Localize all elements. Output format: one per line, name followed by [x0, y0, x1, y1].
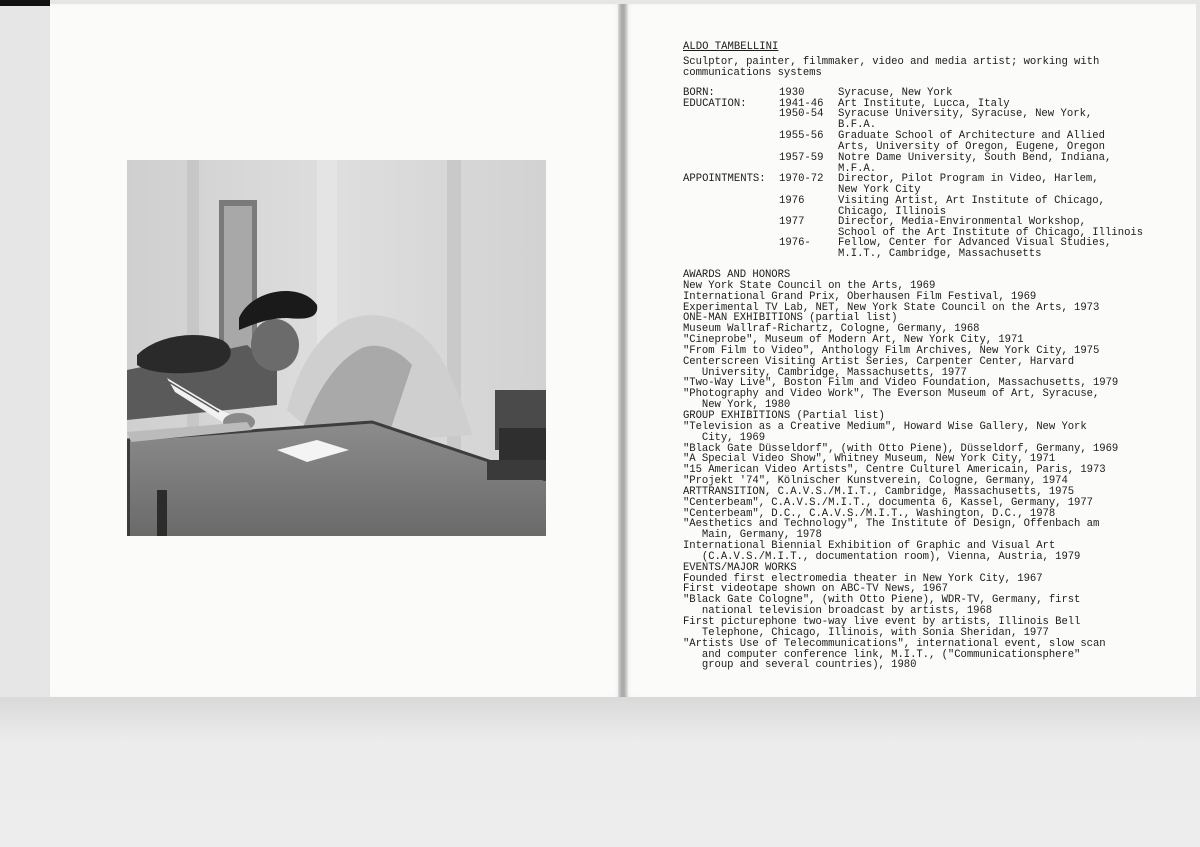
list-line: (C.A.V.S./M.I.T., documentation room), Vienna, Austria, 1979 [683, 550, 1081, 563]
artist-name: ALDO TAMBELLINI [683, 41, 779, 53]
career-desc: Syracuse, New York [838, 87, 953, 99]
list-line: Museum Wallraf-Richartz, Cologne, Germany, 1968 [683, 323, 980, 336]
list-line: EVENTS/MAJOR WORKS [683, 561, 797, 574]
scan-edge [0, 0, 50, 6]
list-line: ARTTRANSITION, C.A.V.S./M.I.T., Cambridge, Massachusetts, 1975 [683, 485, 1075, 498]
exhibition-list [683, 270, 1118, 671]
list-line: "Television as a Creative Medium", Howard Wise Gallery, New York [683, 420, 1087, 433]
career-year: 1957-59 [779, 152, 824, 164]
list-line: First videotape shown on ABC-TV News, 1967 [683, 583, 948, 596]
list-line: "Centerbeam", D.C., C.A.V.S./M.I.T., Washington, D.C., 1978 [683, 507, 1056, 520]
career-year: 1976- [779, 237, 811, 249]
career-desc: Visiting Artist, Art Institute of Chicago, Chicago, Illinois [838, 195, 1106, 218]
career-year: 1955-56 [779, 130, 824, 142]
list-line: "Projekt '74", Kölnischer Kunstverein, Cologne, Germany, 1974 [683, 475, 1068, 488]
list-line: Telephone, Chicago, Illinois, with Sonia Sheridan, 1977 [683, 626, 1049, 639]
list-line: New York, 1980 [683, 399, 791, 412]
list-line: "Artists Use of Telecommunications", international event, slow scan [683, 637, 1106, 650]
list-line: and computer conference link, M.I.T., ("Communicationsphere" [683, 648, 1081, 661]
career-desc: Fellow, Center for Advanced Visual Studies, M.I.T., Cambridge, Massachusetts [838, 237, 1112, 260]
list-line: group and several countries), 1980 [683, 659, 917, 672]
career-desc: Director, Media-Environmental Workshop, School of the Art Institute of Chicago, Illinois [838, 216, 1144, 239]
list-line: "Aesthetics and Technology", The Institute of Design, Offenbach am [683, 518, 1100, 531]
list-line: New York State Council on the Arts, 1969 [683, 279, 936, 292]
career-desc: Art Institute, Lucca, Italy [838, 98, 1010, 110]
book-spine [618, 4, 628, 697]
list-line: GROUP EXHIBITIONS (Partial list) [683, 409, 885, 422]
list-line: "Photography and Video Work", The Everson Museum of Art, Syracuse, [683, 388, 1100, 401]
list-line: City, 1969 [683, 431, 765, 444]
career-desc: Syracuse University, Syracuse, New York, B.F.A. [838, 108, 1093, 131]
career-year: 1941-46 [779, 98, 824, 110]
list-line: "15 American Video Artists", Centre Culturel Americain, Paris, 1973 [683, 464, 1106, 477]
list-line: "Two-Way Live", Boston Film and Video Foundation, Massachusetts, 1979 [683, 377, 1119, 390]
career-desc: Graduate School of Architecture and Allied Arts, University of Oregon, Eugene, Oregon [838, 130, 1106, 153]
career-year: 1977 [779, 216, 805, 228]
scanner-bed [0, 697, 1200, 847]
list-line: Main, Germany, 1978 [683, 529, 822, 542]
career-label: BORN: [683, 87, 715, 99]
career-year: 1976 [779, 195, 805, 207]
list-line: International Biennial Exhibition of Graphic and Visual Art [683, 540, 1056, 553]
list-line: International Grand Prix, Oberhausen Film Festival, 1969 [683, 290, 1037, 303]
list-line: "From Film to Video", Anthology Film Archives, New York City, 1975 [683, 344, 1100, 357]
career-year: 1970-72 [779, 173, 824, 185]
artist-photograph [127, 160, 546, 536]
list-line: University, Cambridge, Massachusetts, 1977 [683, 366, 967, 379]
list-line: "A Special Video Show", Whitney Museum, New York City, 1971 [683, 453, 1056, 466]
list-line: First picturephone two-way live event by artists, Illinois Bell [683, 616, 1081, 628]
career-desc: Notre Dame University, South Bend, Indiana, M.F.A. [838, 152, 1112, 175]
career-desc: Director, Pilot Program in Video, Harlem, New York City [838, 173, 1099, 196]
list-line: "Cineprobe", Museum of Modern Art, New York City, 1971 [683, 334, 1024, 347]
career-label: APPOINTMENTS: [683, 173, 766, 185]
career-year: 1950-54 [779, 108, 824, 120]
list-line: "Centerbeam", C.A.V.S./M.I.T., documenta 6, Kassel, Germany, 1977 [683, 496, 1093, 509]
list-line: Centerscreen Visiting Artist Series, Carpenter Center, Harvard [683, 355, 1075, 368]
list-line: "Black Gate Cologne", (with Otto Piene), WDR-TV, Germany, first [683, 594, 1081, 607]
list-line: "Black Gate Düsseldorf", (with Otto Piene), Düsseldorf, Germany, 1969 [683, 442, 1119, 455]
list-line: AWARDS AND HONORS [683, 269, 791, 281]
career-year: 1930 [779, 87, 805, 99]
list-line: national television broadcast by artists, 1968 [683, 605, 993, 618]
artist-description: Sculptor, painter, filmmaker, video and media artist; working with communications systems [683, 56, 1100, 79]
list-line: ONE-MAN EXHIBITIONS (partial list) [683, 312, 898, 325]
list-line: Founded first electromedia theater in New York City, 1967 [683, 572, 1043, 585]
list-line: Experimental TV Lab, NET, New York State Council on the Arts, 1973 [683, 301, 1100, 314]
career-label: EDUCATION: [683, 98, 747, 110]
